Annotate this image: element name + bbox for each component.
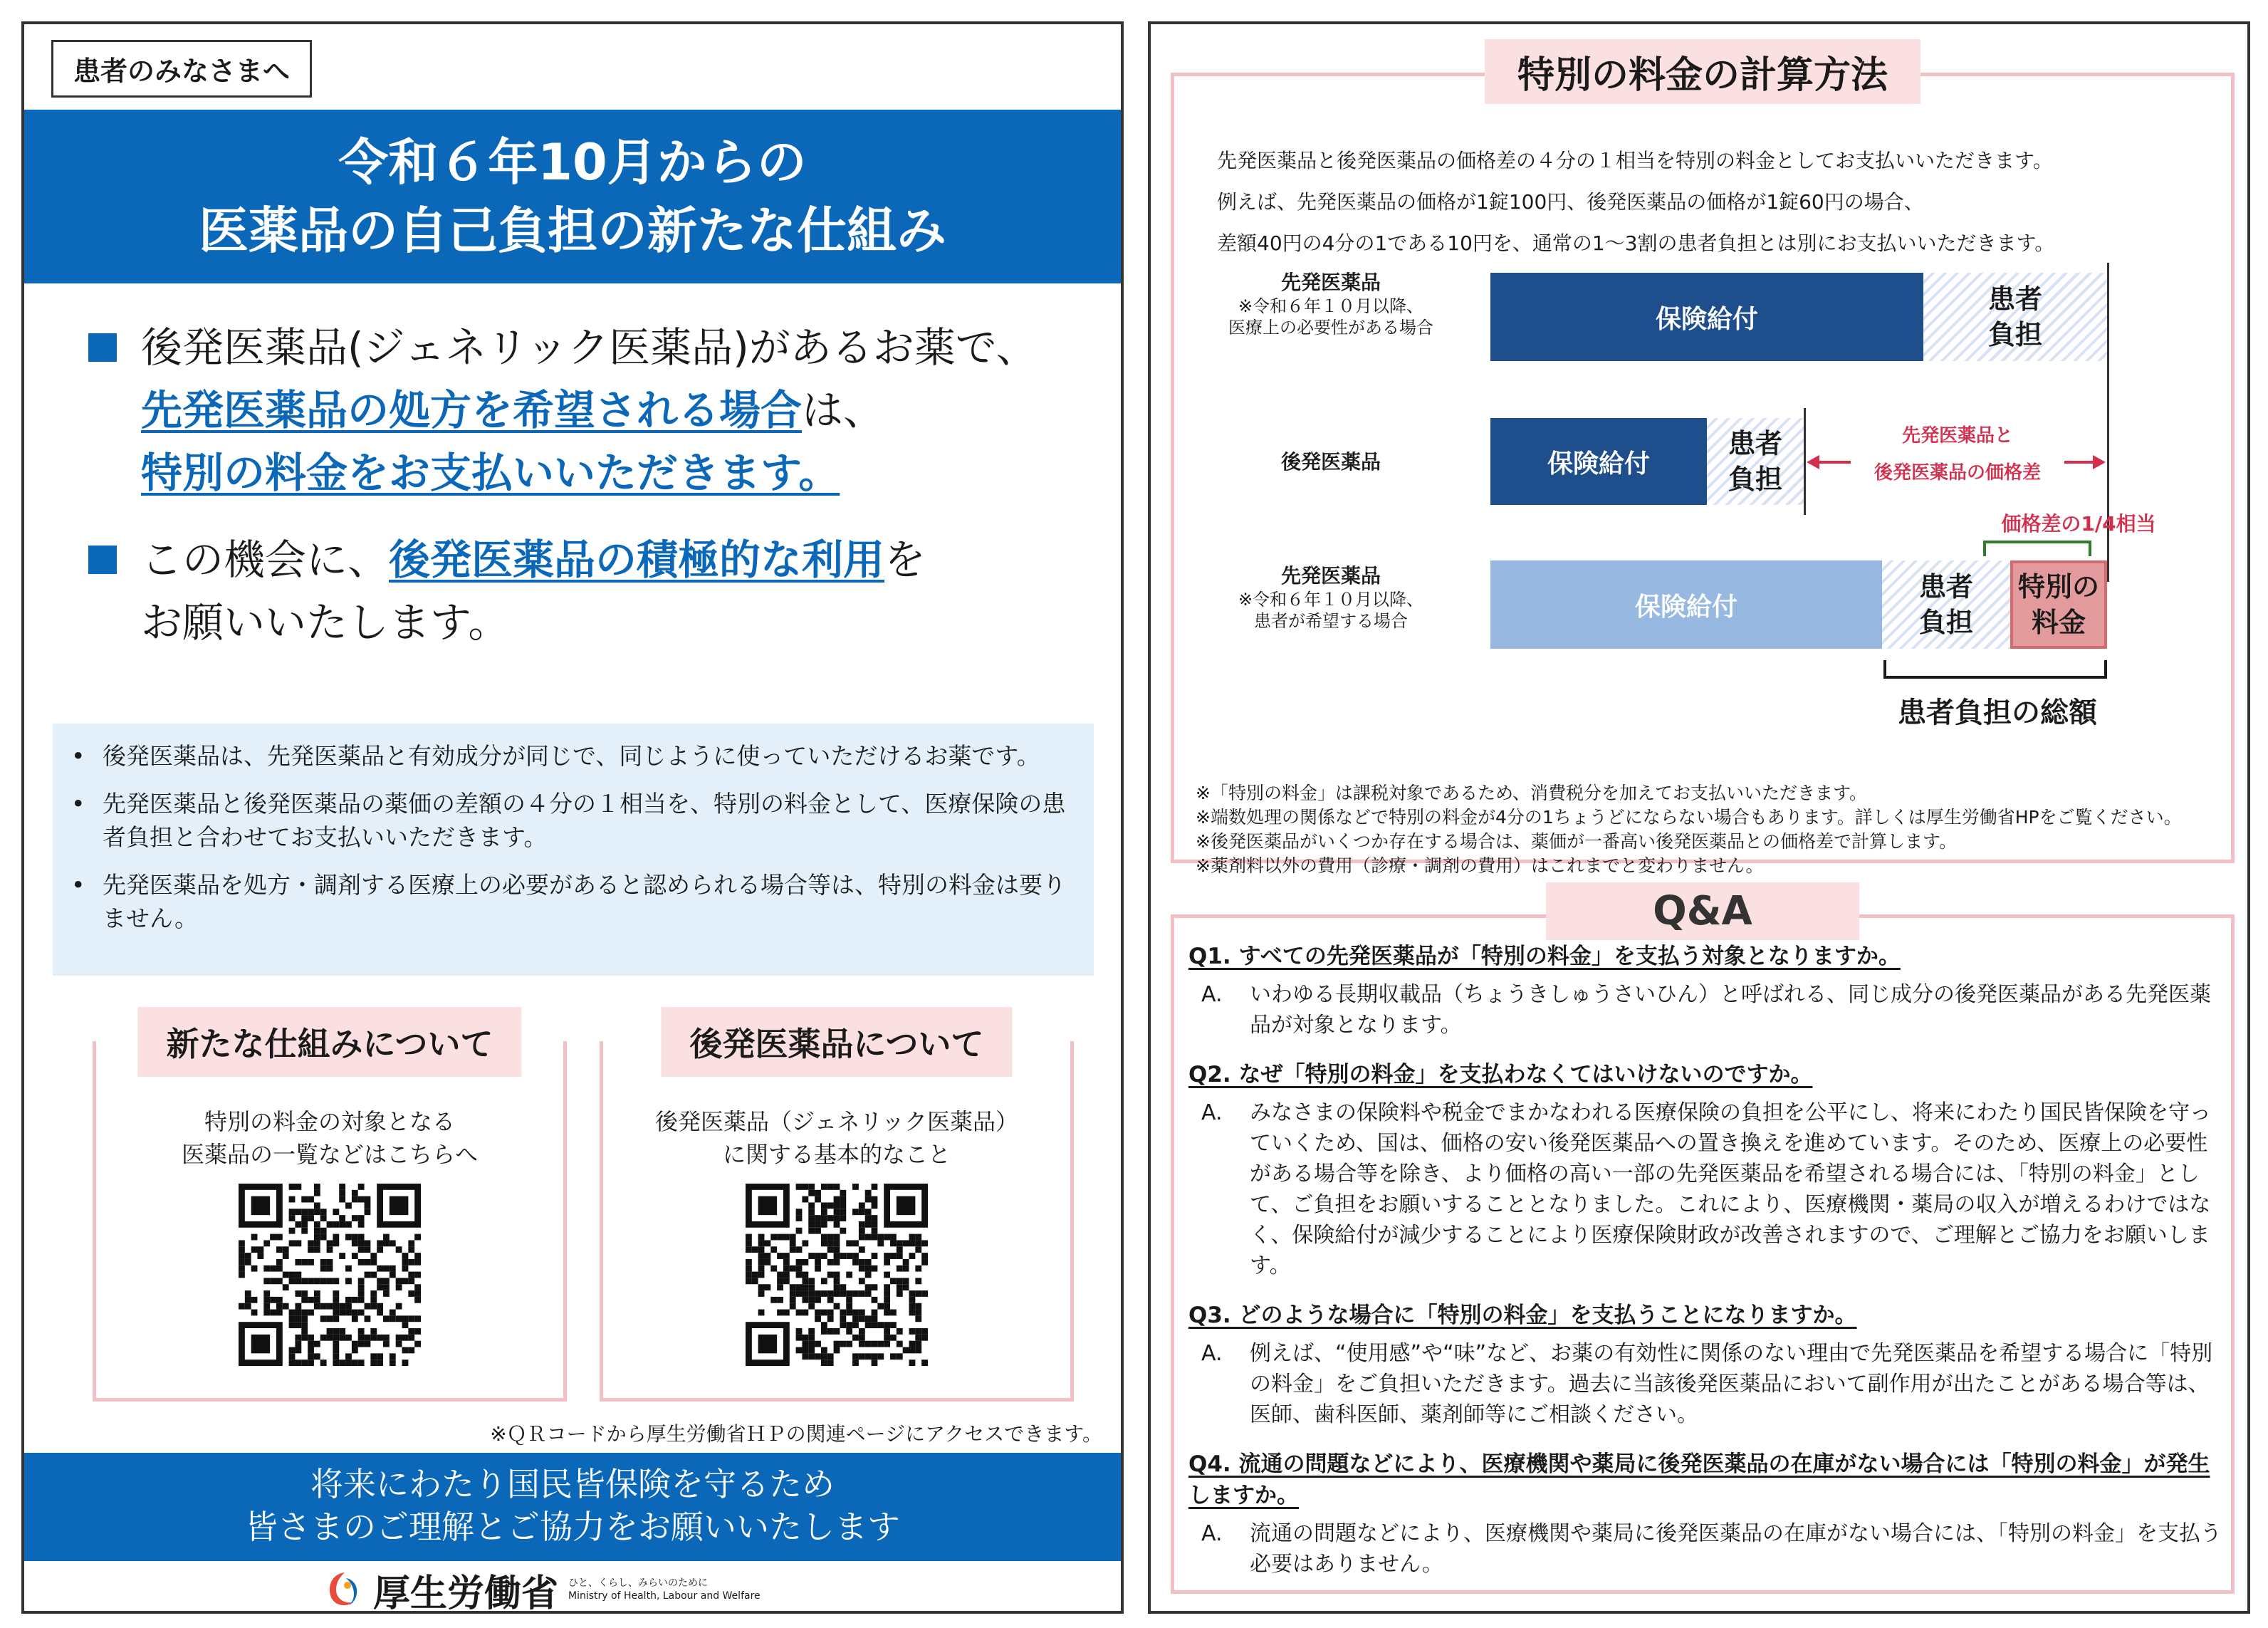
qa-title: Q&A bbox=[1546, 882, 1859, 940]
answer-1-text: いわゆる長期収載品（ちょうきしゅうさいひん）と呼ばれる、同じ成分の後発医薬品がある先発医薬品が対象となります。 bbox=[1250, 982, 2211, 1038]
insurance-bar-2: 保険給付 bbox=[1490, 418, 1707, 505]
quarter-label: 価格差の1/4相当 bbox=[2001, 512, 2156, 536]
total-burden-label: 患者負担の総額 bbox=[1898, 696, 2097, 729]
new-system-card-title: 新たな仕組みについて bbox=[137, 1007, 521, 1077]
intro-line-1: 先発医薬品と後発医薬品の価格差の４分の１相当を特別の料金としてお支払いいただきます。 bbox=[1217, 149, 2053, 172]
row-3-main: 先発医薬品 bbox=[1280, 564, 1381, 588]
patient-share-2 bbox=[1707, 418, 1804, 505]
generic-drug-card-title: 後発医薬品について bbox=[661, 1007, 1012, 1077]
answer-2 bbox=[1188, 1097, 2224, 1281]
mhlw-logo bbox=[323, 1568, 761, 1615]
total-bracket bbox=[1883, 660, 2107, 679]
mhlw-logo-sub-1: ひと、くらし、みらいのために bbox=[568, 1577, 709, 1589]
info-item: • 先発医薬品と後発医薬品の薬価の差額の４分の１相当を、特別の料金として、医療保険の患者負担と合わせてお支払いいただきます。 bbox=[103, 787, 1072, 854]
generic-desc-line-2: に関する基本的なこと bbox=[722, 1141, 951, 1168]
left-panel bbox=[21, 21, 1124, 1614]
calc-note: ※薬剤料以外の費用（診療・調剤の費用）はこれまでと変わりません。 bbox=[1196, 855, 1764, 876]
generic-desc-line-1: 後発医薬品（ジェネリック医薬品） bbox=[654, 1108, 1019, 1135]
qa-section bbox=[1171, 888, 2235, 1594]
special-fee-block bbox=[2010, 560, 2107, 649]
key-point-1-tail: は、 bbox=[802, 386, 885, 434]
calc-note: ※端数処理の関係などで特別の料金が4分の1ちょうどにならない場合もあります。詳しくは厚生労働省HPをご覧ください。 bbox=[1196, 807, 2182, 828]
new-system-card-desc bbox=[96, 1105, 563, 1171]
key-point-2-line-1 bbox=[141, 528, 1099, 591]
answer-label: A. bbox=[1201, 1341, 1223, 1366]
key-point-2-pre: この機会に、 bbox=[141, 536, 390, 584]
new-system-desc-line-1: 特別の料金の対象となる bbox=[204, 1108, 455, 1135]
calc-note: ※「特別の料金」は課税対象であるため、消費税分を加えてお支払いいただきます。 bbox=[1196, 783, 1867, 803]
insurance-bar-1: 保険給付 bbox=[1490, 273, 1923, 361]
info-box bbox=[53, 724, 1094, 976]
answer-4-text: 流通の問題などにより、医療機関や薬局に後発医薬品の在庫がない場合には、「特別の料金」を支払う必要はありません。 bbox=[1250, 1521, 2222, 1577]
calc-note: ※後発医薬品がいくつか存在する場合は、薬価が一番高い後発医薬品との価格差で計算します。 bbox=[1196, 831, 1957, 852]
calculation-intro bbox=[1217, 140, 2054, 264]
key-points bbox=[88, 316, 1099, 654]
patient-label-2a: 患者 bbox=[1728, 428, 1782, 459]
footer-line-1: 将来にわたり国民皆保険を守るため bbox=[310, 1465, 835, 1503]
hero-line-2: 医薬品の自己負担の新たな仕組み bbox=[199, 202, 946, 260]
row-brand-requested-label bbox=[1203, 560, 1459, 632]
patient-label-3a: 患者 bbox=[1918, 571, 1973, 602]
answer-2-text: みなさまの保険料や税金でまかなわれる医療保険の負担を公平にし、将来にわたり国民皆保険を守っていくため、国は、価格の安い後発医薬品への置き換えを進めています。そのため、医療上の必要性がある場合等を除き、より価格の高い一部の先発医薬品を希望される場合には、「特別の料金」として、ご負担をお願いすることとなりました。これにより、医療機関・薬局の収入が増えるわけではなく、保険給付が減少することにより医療保険財政が改善されますので、ご理解とご協力をお願いします。 bbox=[1250, 1100, 2211, 1278]
info-item: • 先発医薬品を処方・調剤する医療上の必要があると認められる場合等は、特別の料金は要りません。 bbox=[103, 868, 1072, 935]
mhlw-logo-icon bbox=[323, 1568, 366, 1611]
new-system-card[interactable] bbox=[93, 1025, 567, 1402]
question-4: Q4. 流通の問題などにより、医療機関や薬局に後発医薬品の在庫がない場合には「特別の料金」が発生しますか。 bbox=[1188, 1451, 2210, 1508]
row-1-note-2: 医療上の必要性がある場合 bbox=[1228, 318, 1433, 338]
mhlw-logo-sub bbox=[568, 1577, 761, 1602]
answer-4 bbox=[1188, 1518, 2224, 1580]
calculation-title: 特別の料金の計算方法 bbox=[1485, 39, 1921, 104]
question-1: Q1. すべての先発医薬品が「特別の料金」を支払う対象となりますか。 bbox=[1188, 944, 1901, 969]
question-3: Q3. どのような場合に「特別の料金」を支払うことになりますか。 bbox=[1188, 1303, 1857, 1328]
row-1-note-1: ※令和６年１０月以降、 bbox=[1238, 296, 1424, 316]
answer-3 bbox=[1188, 1338, 2224, 1430]
qa-list bbox=[1188, 941, 2224, 1598]
qr-code-icon[interactable] bbox=[746, 1184, 928, 1366]
patient-label-1a: 患者 bbox=[1987, 283, 2042, 315]
patient-label-2b: 負担 bbox=[1728, 464, 1782, 495]
answer-1 bbox=[1188, 979, 2224, 1040]
highlight-prescription: 先発医薬品の処方を希望される場合 bbox=[141, 386, 803, 434]
answer-label: A. bbox=[1201, 982, 1223, 1007]
key-point-1-line-1: 後発医薬品(ジェネリック医薬品)があるお薬で、 bbox=[141, 323, 1038, 372]
new-system-desc-line-2: 医薬品の一覧などはこちらへ bbox=[181, 1141, 478, 1168]
audience-label: 患者のみなさまへ bbox=[51, 40, 312, 98]
generic-drug-card-desc bbox=[603, 1105, 1070, 1171]
price-difference-label-1: 先発医薬品と bbox=[1851, 424, 2064, 448]
row-3-note-2: 患者が希望する場合 bbox=[1254, 611, 1408, 631]
square-bullet-icon bbox=[88, 546, 117, 574]
calculation-notes bbox=[1196, 781, 2182, 878]
answer-label: A. bbox=[1201, 1521, 1223, 1546]
generic-price-line bbox=[1804, 408, 1806, 515]
special-fee-label-1: 特別の bbox=[2017, 571, 2099, 602]
key-point-2 bbox=[88, 528, 1099, 654]
qr-code-icon[interactable] bbox=[239, 1184, 421, 1366]
right-panel bbox=[1148, 21, 2250, 1614]
answer-3-text: 例えば、“使用感”や“味”など、お薬の有効性に関係のない理由で先発医薬品を希望する場合に「特別の料金」をご負担いただきます。過去に当該後発医薬品において副作用が出たことがある場合等は、医師、歯科医師、薬剤師等にご相談ください。 bbox=[1250, 1341, 2213, 1427]
price-difference-label-2: 後発医薬品の価格差 bbox=[1851, 461, 2064, 485]
generic-drug-card[interactable] bbox=[600, 1025, 1074, 1402]
key-point-1-line-3 bbox=[141, 442, 1099, 504]
insurance-bar-3: 保険給付 bbox=[1490, 560, 1882, 649]
mhlw-logo-sub-2: Ministry of Health, Labour and Welfare bbox=[568, 1590, 761, 1602]
patient-share-1 bbox=[1923, 273, 2107, 361]
patient-label-3b: 負担 bbox=[1918, 607, 1973, 638]
key-point-2-line-2: お願いいたします。 bbox=[141, 598, 510, 647]
square-bullet-icon bbox=[88, 333, 117, 362]
row-1-main: 先発医薬品 bbox=[1280, 271, 1381, 294]
key-point-1-line-2 bbox=[141, 379, 1099, 442]
special-fee-label-2: 料金 bbox=[2031, 607, 2086, 638]
hero-line-1: 令和６年10月からの bbox=[338, 133, 807, 192]
quarter-bracket bbox=[1983, 541, 2091, 556]
row-brand-necessary-label bbox=[1203, 267, 1459, 338]
calculation-section bbox=[1171, 54, 2235, 876]
info-item: • 後発医薬品は、先発医薬品と有効成分が同じで、同じように使っていただけるお薬です。 bbox=[103, 739, 1072, 773]
row-3-note-1: ※令和６年１０月以降、 bbox=[1238, 590, 1424, 610]
intro-line-2: 例えば、先発医薬品の価格が1錠100円、後発医薬品の価格が1錠60円の場合、 bbox=[1217, 190, 1924, 214]
hero-banner bbox=[24, 110, 1121, 283]
qr-note: ※ＱＲコードから厚生労働省ＨＰの関連ページにアクセスできます。 bbox=[490, 1422, 1102, 1446]
footer-banner bbox=[24, 1453, 1121, 1561]
patient-share-3 bbox=[1882, 560, 2010, 649]
key-point-2-tail: を bbox=[884, 536, 926, 584]
intro-line-3: 差額40円の4分の1である10円を、通常の1～3割の患者負担とは別にお支払いいただきます。 bbox=[1217, 231, 2055, 255]
answer-label: A. bbox=[1201, 1100, 1223, 1125]
mhlw-logo-name: 厚生労働省 bbox=[373, 1572, 559, 1615]
row-2-main: 後発医薬品 bbox=[1280, 450, 1381, 474]
row-generic-label bbox=[1203, 447, 1459, 475]
key-point-1 bbox=[88, 316, 1099, 504]
patient-label-1b: 負担 bbox=[1987, 319, 2042, 350]
question-2: Q2. なぜ「特別の料金」を支払わなくてはいけないのですか。 bbox=[1188, 1062, 1813, 1087]
highlight-special-fee: 特別の料金をお支払いいただきます。 bbox=[141, 449, 840, 497]
highlight-generic-use: 後発医薬品の積極的な利用 bbox=[389, 536, 885, 584]
footer-line-2: 皆さまのご理解とご協力をお願いいたします bbox=[245, 1508, 900, 1546]
